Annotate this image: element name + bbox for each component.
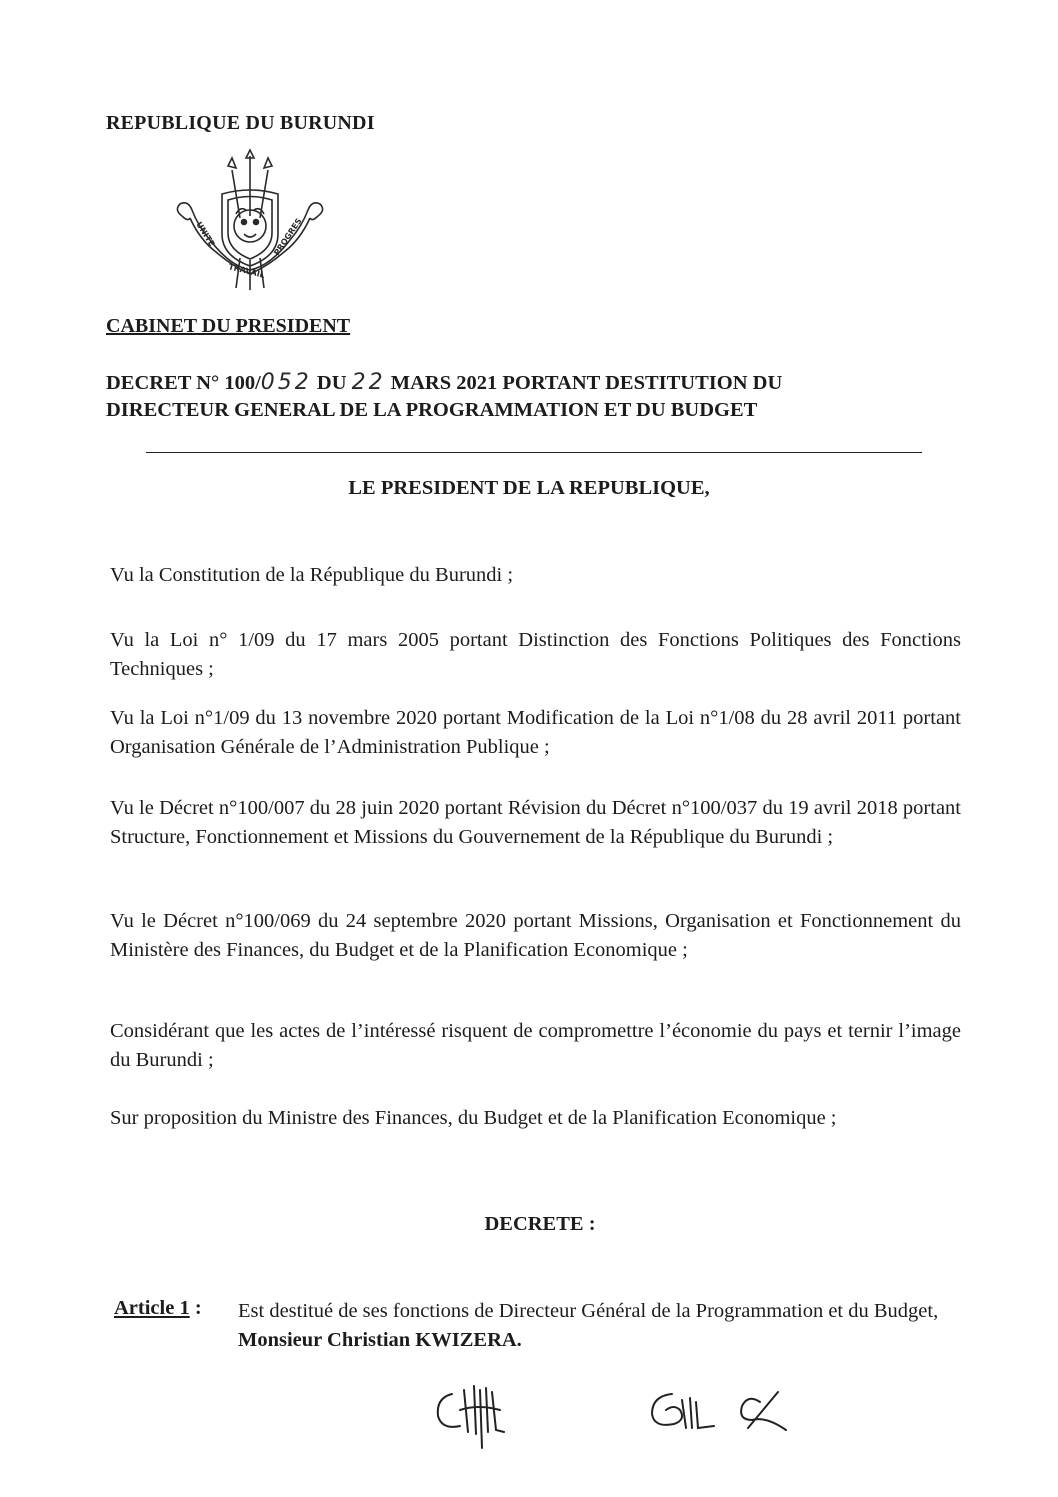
decree-title-prefix: DECRET N° 100/ [106,372,261,394]
consideration-decret-069: Vu le Décret n°100/069 du 24 septembre 2020 portant Missions, Organisation et Fonctionnement du Ministère des Finances, du Budget et de la Planification Economique ; [110,910,961,961]
consideration-loi-2020: Vu la Loi n°1/09 du 13 novembre 2020 portant Modification de la Loi n°1/08 du 28 avril 2011 portant Organisation Générale de l’Administration Publique ; [110,707,961,758]
decree-title-middle: DU [311,372,352,394]
article-1-person: Monsieur Christian KWIZERA. [238,1329,522,1351]
consideration-decret-2020: Vu le Décret n°100/007 du 28 juin 2020 portant Révision du Décret n°100/037 du 19 avril 2018 portant Structure, Fonctionnement et Missions du Gouvernement de la République du Burundi ; [110,797,961,848]
president-heading: LE PRESIDENT DE LA REPUBLIQUE, [348,477,710,499]
title-divider [146,452,922,453]
svg-text:TRAVAIL: TRAVAIL [227,262,266,280]
country-heading: REPUBLIQUE DU BURUNDI [106,112,375,134]
decree-title-line2: DIRECTEUR GENERAL DE LA PROGRAMMATION ET DU BUDGET [106,399,758,421]
office-heading: CABINET DU PRESIDENT [106,315,351,337]
consideration-proposition: Sur proposition du Ministre des Finances, du Budget et de la Planification Economique ; [110,1107,837,1129]
decree-title-rest: MARS 2021 PORTANT DESTITUTION DU [385,372,783,394]
burundi-coat-of-arms-icon [170,148,330,296]
decree-number-handwritten: 052 [260,370,312,395]
consideration-constitution: Vu la Constitution de la République du Burundi ; [110,564,514,586]
consideration-loi-2005: Vu la Loi n° 1/09 du 17 mars 2005 portant Distinction des Fonctions Politiques des Fonctions Techniques ; [110,629,961,680]
decree-title [106,369,966,424]
decrete-heading: DECRETE : [484,1213,596,1235]
article-1-number: Article 1 [114,1297,190,1319]
article-1-label [114,1297,202,1320]
consideration-considerant: Considérant que les actes de l’intéressé risquent de compromettre l’économie du pays et ternir l’image du Burundi ; [110,1020,961,1071]
article-1-colon: : [189,1297,202,1319]
handwritten-initials-icon [430,1372,820,1452]
decree-day-handwritten: 22 [351,370,386,395]
article-1-body: Est destitué de ses fonctions de Directeur Général de la Programmation et du Budget, [238,1300,939,1322]
article-1-text [238,1297,964,1355]
svg-text:UNITE: UNITE [194,220,217,249]
svg-text:PROGRES: PROGRES [272,216,304,258]
